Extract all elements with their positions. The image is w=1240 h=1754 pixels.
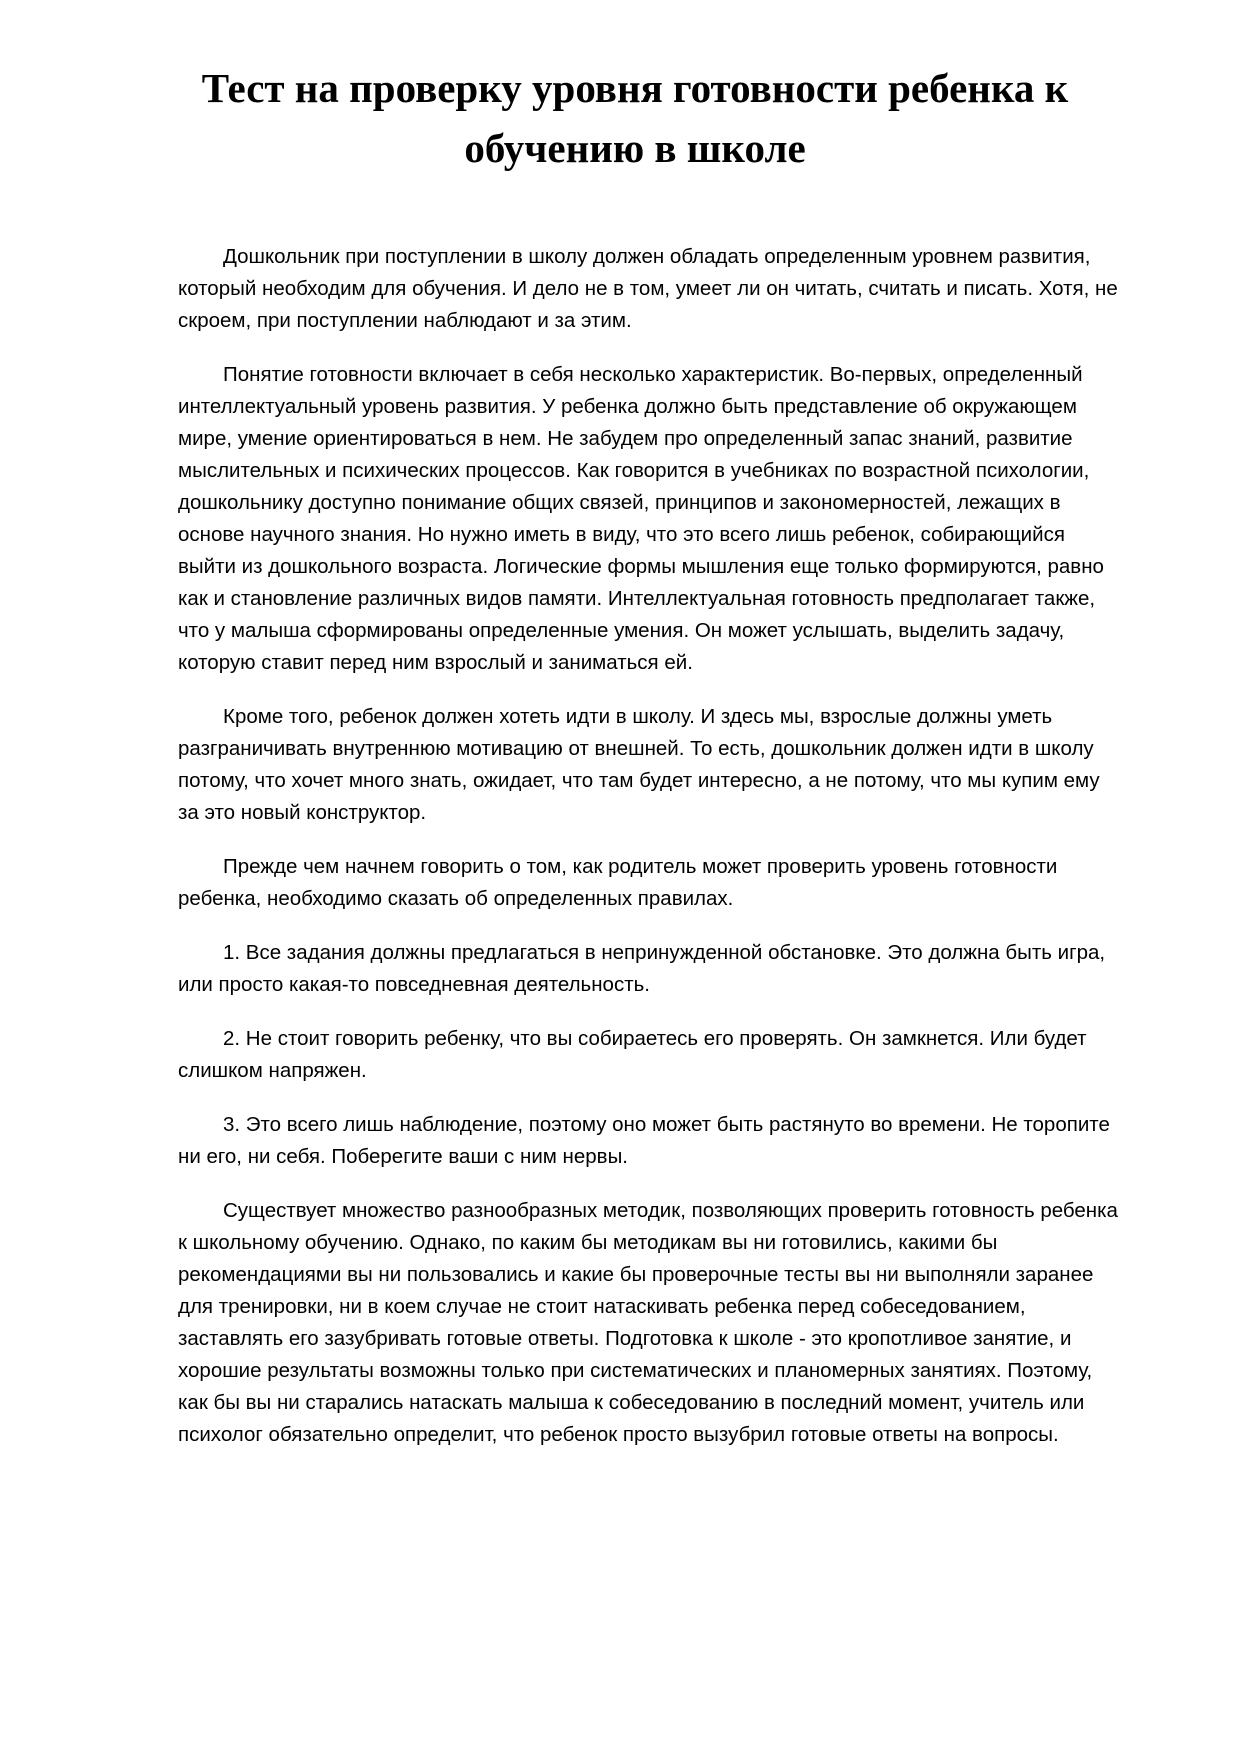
paragraph-line: 1. Все задания должны предлагаться в непринужденной обстановке. Это должна быть игра,: [223, 941, 1106, 964]
paragraph-line: ни его, ни себя. Поберегите ваши с ним нервы.: [178, 1145, 628, 1168]
paragraph-line: Понятие готовности включает в себя несколько характеристик. Во-первых, определенный: [223, 363, 1083, 386]
paragraph-line: 3. Это всего лишь наблюдение, поэтому оно может быть растянуто во времени. Не торопите: [223, 1113, 1110, 1136]
paragraph-line: что у малыша сформированы определенные умения. Он может услышать, выделить задачу,: [178, 619, 1065, 642]
paragraph: [178, 359, 1178, 679]
paragraph-line: основе научного знания. Но нужно иметь в виду, что это всего лишь ребенок, собирающийся: [178, 523, 1065, 546]
paragraph-line: который необходим для обучения. И дело не в том, умеет ли он читать, считать и писать. Хотя, не: [178, 277, 1118, 300]
document-body: [178, 241, 1178, 1473]
paragraph-line: заставлять его зазубривать готовые ответы. Подготовка к школе - это кропотливое занятие, и: [178, 1327, 1072, 1350]
paragraph-line: для тренировки, ни в коем случае не стоит натаскивать ребенка перед собеседованием,: [178, 1295, 1026, 1318]
paragraph: [178, 1195, 1178, 1451]
paragraph-line: скроем, при поступлении наблюдают и за этим.: [178, 309, 632, 332]
title-line-2: обучению в школе: [464, 125, 806, 171]
paragraph: [178, 1109, 1178, 1173]
paragraph-line: разграничивать внутреннюю мотивацию от внешней. То есть, дошкольник должен идти в школу: [178, 737, 1094, 760]
paragraph-line: мыслительных и психических процессов. Как говорится в учебниках по возрастной психологии,: [178, 459, 1090, 482]
paragraph-line: дошкольнику доступно понимание общих связей, принципов и закономерностей, лежащих в: [178, 491, 1061, 514]
paragraph-line: 2. Не стоит говорить ребенку, что вы собираетесь его проверять. Он замкнется. Или будет: [223, 1027, 1087, 1050]
paragraph-line: мире, умение ориентироваться в нем. Не забудем про определенный запас знаний, развитие: [178, 427, 1073, 450]
paragraph: [178, 937, 1178, 1001]
paragraph-line: Дошкольник при поступлении в школу должен обладать определенным уровнем развития,: [223, 245, 1091, 268]
paragraph-line: хорошие результаты возможны только при систематических и планомерных занятиях. Поэтому,: [178, 1359, 1093, 1382]
paragraph: [178, 241, 1178, 337]
paragraph-line: или просто какая-то повседневная деятельность.: [178, 973, 650, 996]
paragraph-line: слишком напряжен.: [178, 1059, 367, 1082]
paragraph-line: психолог обязательно определит, что ребенок просто вызубрил готовые ответы на вопросы.: [178, 1423, 1059, 1446]
paragraph-line: выйти из дошкольного возраста. Логические формы мышления еще только формируются, равно: [178, 555, 1104, 578]
paragraph-line: ребенка, необходимо сказать об определенных правилах.: [178, 887, 734, 910]
paragraph-line: интеллектуальный уровень развития. У ребенка должно быть представление об окружающем: [178, 395, 1077, 418]
paragraph-line: рекомендациями вы ни пользовались и какие бы проверочные тесты вы ни выполняли заранее: [178, 1263, 1094, 1286]
paragraph-line: Существует множество разнообразных методик, позволяющих проверить готовность ребенка: [223, 1199, 1118, 1222]
paragraph: [178, 701, 1178, 829]
title-line-1: Тест на проверку уровня готовности ребенка к: [201, 65, 1069, 111]
paragraph-line: потому, что хочет много знать, ожидает, что там будет интересно, а не потому, что мы купим ему: [178, 769, 1100, 792]
document-title: [150, 58, 1120, 178]
paragraph: [178, 851, 1178, 915]
paragraph-line: как и становление различных видов памяти. Интеллектуальная готовность предполагает также,: [178, 587, 1096, 610]
paragraph-line: которую ставит перед ним взрослый и заниматься ей.: [178, 651, 693, 674]
paragraph: [178, 1023, 1178, 1087]
paragraph-line: к школьному обучению. Однако, по каким бы методикам вы ни готовились, какими бы: [178, 1231, 998, 1254]
paragraph-line: как бы вы ни старались натаскать малыша к собеседованию в последний момент, учитель или: [178, 1391, 1085, 1414]
paragraph-line: Кроме того, ребенок должен хотеть идти в школу. И здесь мы, взрослые должны уметь: [223, 705, 1053, 728]
paragraph-line: Прежде чем начнем говорить о том, как родитель может проверить уровень готовности: [223, 855, 1058, 878]
paragraph-line: за это новый конструктор.: [178, 801, 427, 824]
